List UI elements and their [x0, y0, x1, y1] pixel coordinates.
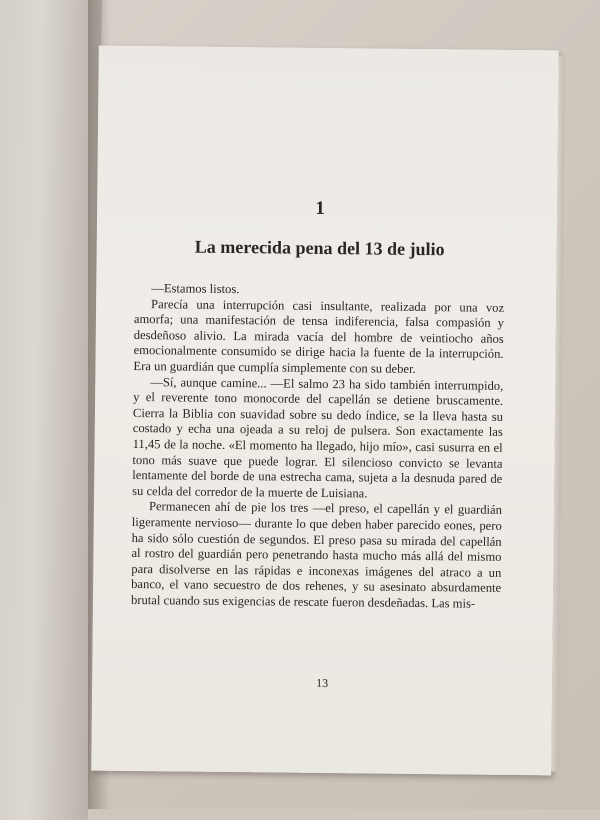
chapter-body: [131, 281, 504, 612]
paragraph: —Sí, aunque camine... —El salmo 23 ha sido también interrumpido, y el reverente tono monocorde del capellán se detiene bruscamente. Cierra la Biblia con suavidad sobre su dedo índice, se la lleva hasta su costado y echa una ojeada a su reloj de pulsera. Son exactamente las 11,45 de la noche. «El momento ha llegado, hijo mío», casi susurra en el tono más suave que puede lograr. El silencioso convicto se levanta lentamente del borde de una estrecha cama, sujeta a la desnuda pared de su celda del corredor de la muerte de Luisiana.: [132, 374, 504, 501]
chapter-title: La merecida pena del 13 de julio: [194, 236, 445, 260]
paragraph: Parecía una interrupción casi insultante, realizada por una voz amorfa; una manifestación de tensa indiferencia, falsa compasión y desdeñoso alivio. La mirada vacía del hombre de veintiocho años emocionalmente consumido se dirige hacia la fuente de la interrupción. Era un guardián que cumplía simplemente con su deber.: [133, 296, 505, 376]
page-number: 13: [316, 675, 329, 691]
left-page: [0, 0, 102, 820]
book-page: [91, 46, 559, 776]
paragraph: Permanecen ahí de pie los tres —el preso, el capellán y el guardián ligeramente nervioso— durante lo que deben haber parecido eones, pero ha sido sólo cuestión de segundos. El preso pasa su mirada del capellán al rostro del guardián pero penetrando hasta mucho más allá del mismo para disolverse en las rápidas e inconexas imágenes del atraco a un banco, el vano secuestro de dos rehenes, y su asesinato absurdamente brutal cuando sus exigencias de rescate fueron desdeñadas. Las mis-: [130, 499, 503, 611]
chapter-number: 1: [315, 197, 325, 219]
page-content: [131, 196, 505, 612]
paragraph: —Estamos listos.: [151, 281, 240, 297]
